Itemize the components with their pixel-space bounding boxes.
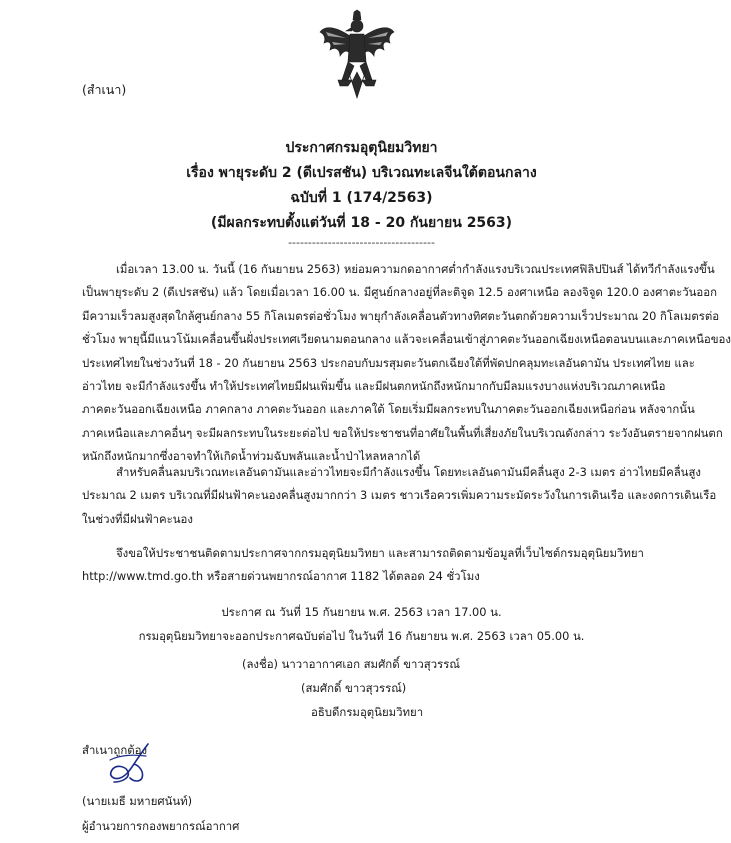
handwritten-signature-icon [90,742,160,784]
certifier-name: (นายเมธี มหายศนันท์) [82,794,193,808]
text-line: เมื่อเวลา 13.00 น. วันนี้ (16 กันยายน 2563) หย่อมความกดอากาศต่ำกำลังแรงบริเวณประเทศฟิลิปปินส์ ได้ทวีกำลังแรงขึ้น [116,262,715,276]
subject-title: เรื่อง พายุระดับ 2 (ดีเปรสชัน) บริเวณทะเลจีนใต้ตอนกลาง [186,165,537,181]
text-line: มีความเร็วลมสูงสุดใกล้ศูนย์กลาง 55 กิโลเมตรต่อชั่วโมง พายุกำลังเคลื่อนตัวทางทิศตะวันตกด้วยความเร็วประมาณ 20 กิโลเมตรต่อ [82,308,720,323]
issued-date: ประกาศ ณ วันที่ 15 กันยายน พ.ศ. 2563 เวลา 17.00 น. [221,605,502,619]
certifier-position: ผู้อำนวยการกองพยากรณ์อากาศ [82,819,240,833]
divider: ------------------------------------- [288,236,435,249]
text-line: สำหรับคลื่นลมบริเวณทะเลอันดามันและอ่าวไทยจะมีกำลังแรงขึ้น โดยทะเลอันดามันมีคลื่นสูง 2-3 เมตร อ่าวไทยมีคลื่นสูง [116,465,701,479]
text-line: ภาคเหนือและภาคอื่นๆ จะมีผลกระทบในระยะต่อไป ขอให้ประชาชนที่อาศัยในพื้นที่เสี่ยงภัยในบริเวณดังกล่าว ระวังอันตรายจากฝนตก [82,425,723,440]
certified-copy-label: สำเนาถูกต้อง [82,743,148,757]
signatory-position: อธิบดีกรมอุตุนิยมวิทยา [311,705,424,719]
agency-title: ประกาศกรมอุตุนิยมวิทยา [285,140,438,156]
text-line: อ่าวไทย จะมีกำลังแรงขึ้น ทำให้ประเทศไทยมีฝนเพิ่มขึ้น และมีฝนตกหนักถึงหนักมากกับมีลมแรงบางแห่งบริเวณภาคเหนือ [82,379,666,394]
text-line: จึงขอให้ประชาชนติดตามประกาศจากกรมอุตุนิยมวิทยา และสามารถติดตามข้อมูลที่เว็บไซต์กรมอุตุนิยมวิทยา [116,546,644,560]
text-line: ชั่วโมง พายุนี้มีแนวโน้มเคลื่อนขึ้นฝั่งประเทศเวียดนามตอนกลาง แล้วจะเคลื่อนเข้าสู่ภาคตะวันออกเฉียงเหนือตอนบนและภาคเหนือของ [82,332,731,347]
text-line: ประมาณ 2 เมตร บริเวณที่มีฝนฟ้าคะนองคลื่นสูงมากกว่า 3 เมตร ชาวเรือควรเพิ่มความระมัดระวังในการเดินเรือ และงดการเดินเรือ [82,488,717,503]
text-line: ภาคตะวันออกเฉียงเหนือ ภาคกลาง ภาคตะวันออก และภาคใต้ โดยเริ่มมีผลกระทบในภาคตะวันออกเฉียงเหนือก่อน หลังจากนั้น [82,402,695,417]
text-line: http://www.tmd.go.th หรือสายด่วนพยากรณ์อากาศ 1182 ได้ตลอด 24 ชั่วโมง [82,569,480,584]
signed-line: (ลงชื่อ) นาวาอากาศเอก สมศักดิ์ ขาวสุวรรณ์ [242,657,460,671]
effect-period: (มีผลกระทบตั้งแต่วันที่ 18 - 20 กันยายน 2563) [210,215,513,231]
copy-label: (สำเนา) [82,82,127,97]
issue-number: ฉบับที่ 1 (174/2563) [290,190,433,206]
paragraph-waves [82,461,717,531]
paragraph-contact [82,542,662,589]
text-line: ประเทศไทยในช่วงวันที่ 18 - 20 กันยายน 2563 ประกอบกับมรสุมตะวันตกเฉียงใต้ที่พัดปกคลุมทะเลอันดามัน ประเทศไทย และ [82,355,695,370]
garuda-emblem-icon [318,10,396,98]
next-issue-date: กรมอุตุนิยมวิทยาจะออกประกาศฉบับต่อไป ในวันที่ 16 กันยายน พ.ศ. 2563 เวลา 05.00 น. [138,629,585,643]
signatory-name: (สมศักดิ์ ขาวสุวรรณ์) [301,681,407,695]
paragraph-forecast [82,258,731,469]
text-line: หนักถึงหนักมากซึ่งอาจทำให้เกิดน้ำท่วมฉับพลันและน้ำป่าไหลหลากได้ [82,449,421,464]
text-line: ในช่วงที่มีฝนฟ้าคะนอง [82,511,193,526]
text-line: เป็นพายุระดับ 2 (ดีเปรสชัน) แล้ว โดยเมื่อเวลา 16.00 น. มีศูนย์กลางอยู่ที่ละติจูด 12.5 องศาเหนือ ลองจิจูด 120.0 องศาตะวันออก [82,285,717,300]
